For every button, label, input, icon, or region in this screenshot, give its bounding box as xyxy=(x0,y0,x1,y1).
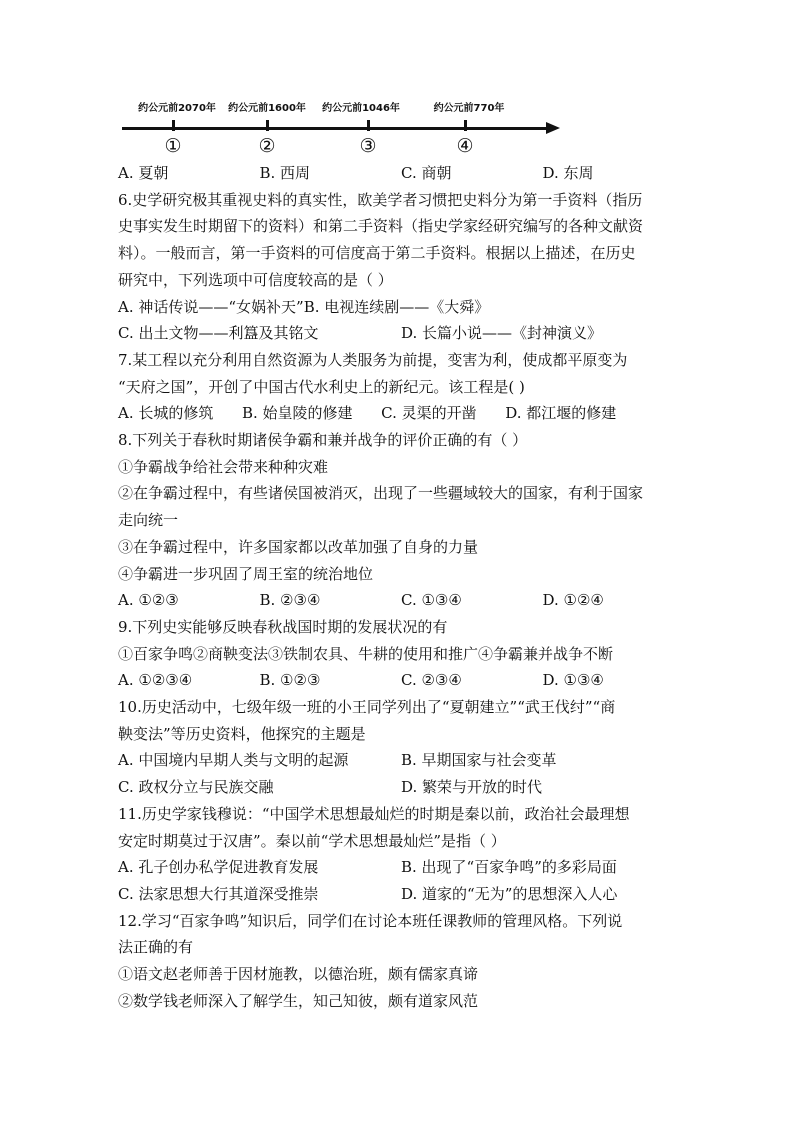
option-c: C. 政权分立与民族交融 xyxy=(118,778,274,797)
q6-option-ab: A. 神话传说——“女娲补天”B. 电视连续剧——《大舜》 xyxy=(118,297,490,316)
option-b: B. 出现了“百家争鸣”的多彩局面 xyxy=(401,858,617,877)
q8-stem: 走向统一 xyxy=(118,511,179,530)
option-d: D. 繁荣与开放的时代 xyxy=(401,778,543,797)
timeline-label: 约公元前1046年 xyxy=(322,103,400,114)
q8-options xyxy=(118,587,684,614)
option-b: B. ②③④ xyxy=(259,591,321,610)
timeline-label: 约公元前770年 xyxy=(433,103,505,114)
q9-stem: ①百家争鸣②商鞅变法③铁制农具、牛耕的使用和推广④争霸兼并战争不断 xyxy=(118,644,614,663)
q6-options xyxy=(118,320,684,347)
timeline-axis xyxy=(122,127,550,130)
option-d: D. ①②④ xyxy=(542,591,604,610)
q12-stem: 法正确的有 xyxy=(118,938,194,957)
q10-stem: 10.历史活动中，七级年级一班的小王同学列出了“夏朝建立”“武王伐纣”“商 xyxy=(118,698,616,717)
timeline-number: ④ xyxy=(456,135,474,157)
option-d: D. 道家的“无为”的思想深入人心 xyxy=(401,884,618,903)
q10-options xyxy=(118,747,684,774)
timeline-tick xyxy=(266,120,269,131)
q6-stem: 史事实发生时期留下的资料）和第二手资料（指史学家经研究编写的各种文献资 xyxy=(118,217,644,236)
q8-stem: ④争霸进一步巩固了周王室的统治地位 xyxy=(118,564,374,583)
option-c: C. 灵渠的开凿 xyxy=(381,404,477,423)
timeline-label: 约公元前2070年 xyxy=(138,103,216,114)
option-b: B. 西周 xyxy=(259,164,311,182)
timeline-figure xyxy=(118,95,568,165)
q7-stem: 7.某工程以充分利用自然资源为人类服务为前提，变害为利，使成都平原变为 xyxy=(118,350,628,369)
option-d: D. 长篇小说——《封神演义》 xyxy=(401,324,603,343)
option-d: D. 东周 xyxy=(542,164,594,182)
q6-stem: 料）。一般而言，第一手资料的可信度高于第二手资料。根据以上描述，在历史 xyxy=(118,244,636,263)
timeline-number: ③ xyxy=(359,135,377,157)
q9-stem: 9.下列史实能够反映春秋战国时期的发展状况的有 xyxy=(118,617,448,636)
q11-options xyxy=(118,854,684,881)
q9-options xyxy=(118,667,684,694)
q11-stem: 11.历史学家钱穆说：“中国学术思想最灿烂的时期是秦以前，政治社会最理想 xyxy=(118,804,630,823)
option-b: B. 早期国家与社会变革 xyxy=(401,751,557,770)
option-d: D. 都江堰的修建 xyxy=(505,404,617,423)
option-c: C. ②③④ xyxy=(401,671,462,690)
q5-options xyxy=(118,160,684,187)
option-a: A. ①②③ xyxy=(118,591,179,610)
q12-stem: 12.学习“百家争鸣”知识后，同学们在讨论本班任课教师的管理风格。下列说 xyxy=(118,911,623,930)
option-a: A. 中国境内早期人类与文明的起源 xyxy=(118,751,349,770)
q7-stem: “天府之国”，开创了中国古代水利史上的新纪元。该工程是( ) xyxy=(118,377,525,396)
q8-stem: 8.下列关于春秋时期诸侯争霸和兼并战争的评价正确的有（ ） xyxy=(118,431,528,450)
q12-stem: ②数学钱老师深入了解学生，知己知彼，颇有道家风范 xyxy=(118,991,479,1010)
q6-stem: 6.史学研究极其重视史料的真实性，欧美学者习惯把史料分为第一手资料（指历 xyxy=(118,190,643,209)
option-b: B. ①②③ xyxy=(259,671,321,690)
option-a: A. ①②③④ xyxy=(118,671,193,690)
timeline-number: ② xyxy=(258,135,276,157)
option-d: D. ①③④ xyxy=(542,671,604,690)
q11-options xyxy=(118,881,684,908)
option-c: C. ①③④ xyxy=(401,591,462,610)
timeline-tick xyxy=(464,120,467,131)
option-a: A. 孔子创办私学促进教育发展 xyxy=(118,858,319,877)
option-a: A. 长城的修筑 xyxy=(118,404,214,423)
q6-stem: 研究中，下列选项中可信度较高的是（ ） xyxy=(118,270,393,289)
q11-stem: 安定时期莫过于汉唐”。秦以前“学术思想最灿烂”是指（ ） xyxy=(118,831,506,850)
option-a: A. 夏朝 xyxy=(118,164,169,182)
timeline-tick xyxy=(172,120,175,131)
q8-stem: ②在争霸过程中，有些诸侯国被消灭，出现了一些疆域较大的国家，有利于国家 xyxy=(118,484,644,503)
timeline-tick xyxy=(367,120,370,131)
timeline-label: 约公元前1600年 xyxy=(228,103,306,114)
q7-options xyxy=(118,400,684,427)
timeline-arrow-icon xyxy=(546,122,560,134)
q12-stem: ①语文赵老师善于因材施教，以德治班，颇有儒家真谛 xyxy=(118,965,479,984)
q10-stem: 鞅变法”等历史资料，他探究的主题是 xyxy=(118,724,366,743)
q8-stem: ③在争霸过程中，许多国家都以改革加强了自身的力量 xyxy=(118,537,479,556)
q10-options xyxy=(118,774,684,801)
option-b: B. 始皇陵的修建 xyxy=(241,404,353,423)
option-c: C. 商朝 xyxy=(401,164,452,182)
q8-stem: ①争霸战争给社会带来种种灾难 xyxy=(118,457,329,476)
option-c: C. 出土文物——利簋及其铭文 xyxy=(118,324,319,343)
option-c: C. 法家思想大行其道深受推崇 xyxy=(118,884,319,903)
timeline-number: ① xyxy=(164,135,182,157)
question-list xyxy=(118,160,684,1015)
